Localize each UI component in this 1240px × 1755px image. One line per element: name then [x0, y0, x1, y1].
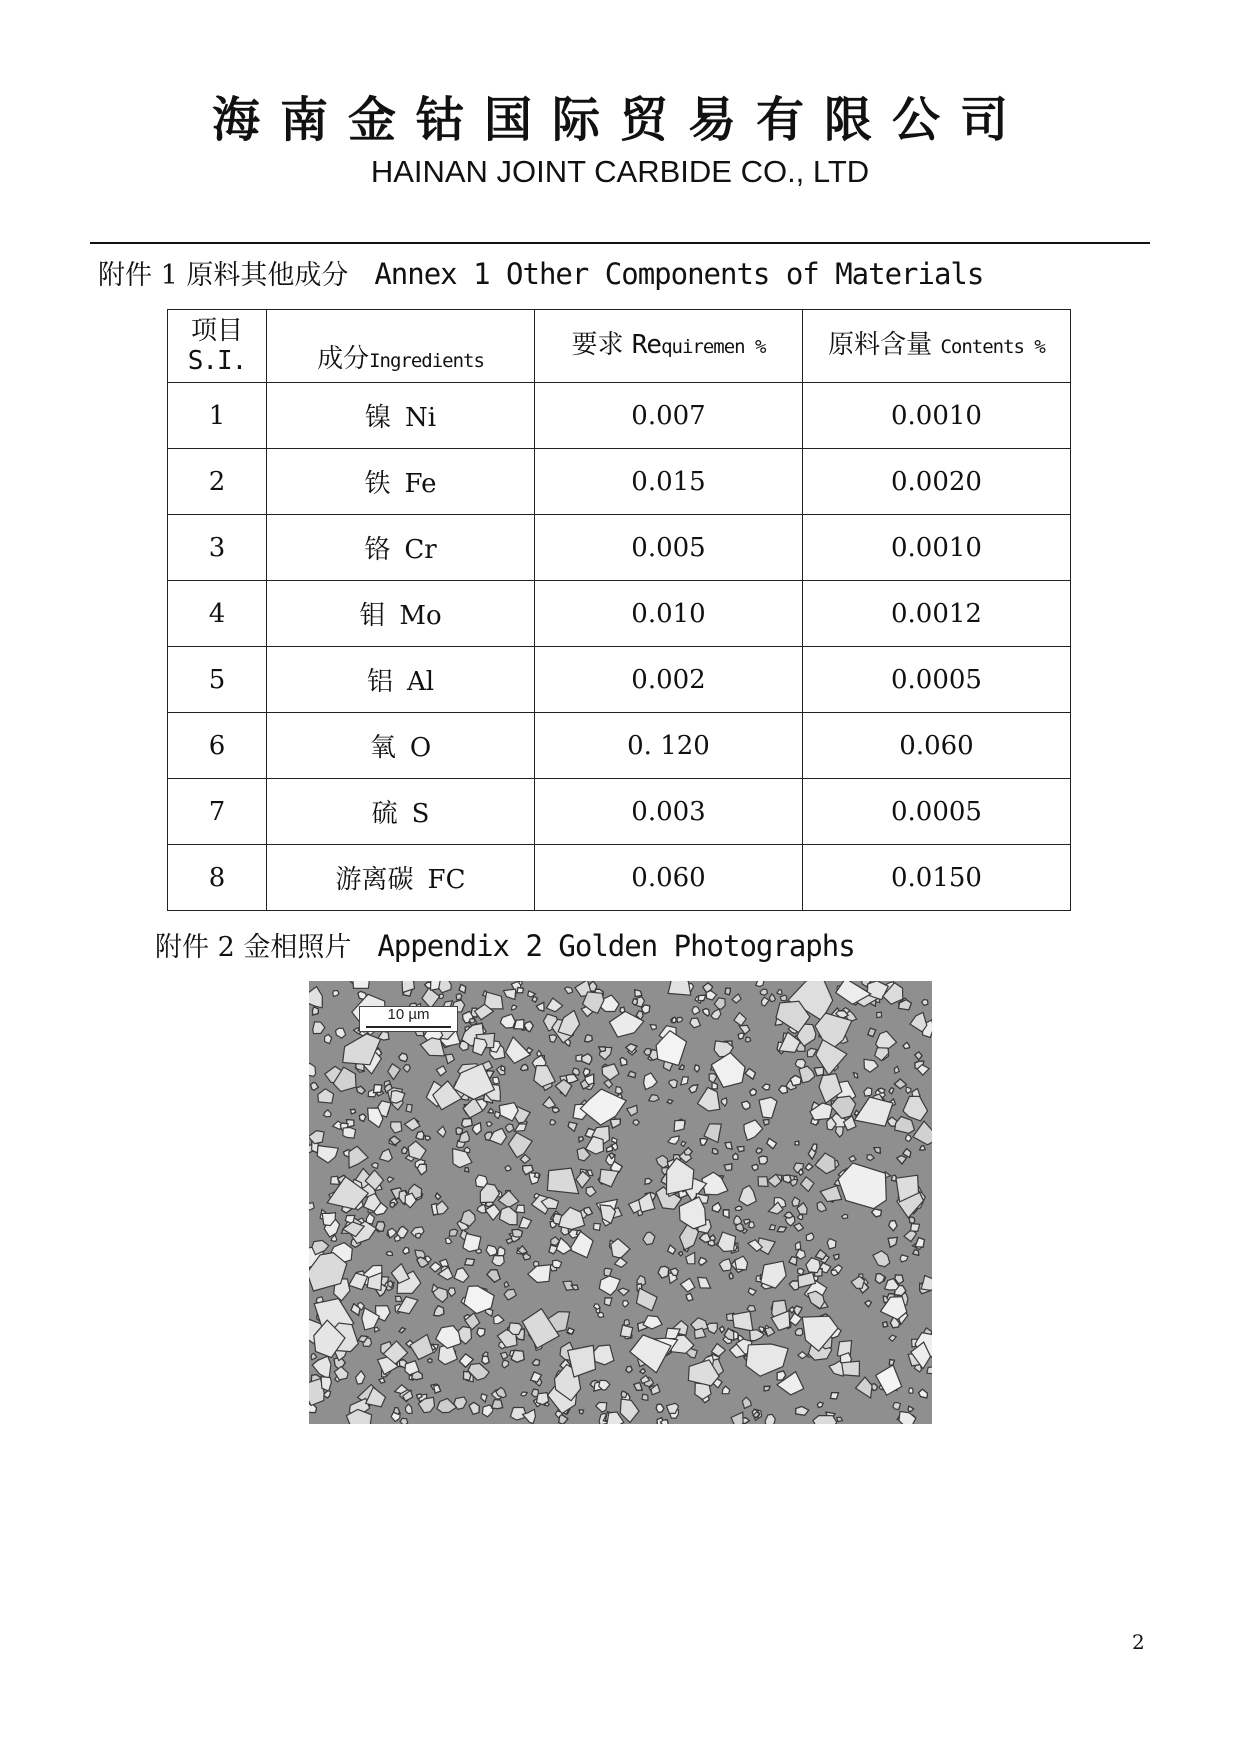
cell-ingredient	[267, 581, 535, 647]
cell-requirement: 0.007	[535, 383, 803, 449]
table-row	[168, 647, 1071, 713]
company-name-cn: 海南金钴国际贸易有限公司	[211, 92, 1028, 148]
scale-bar-line	[366, 1026, 451, 1028]
header-requirement-cn: 要求	[571, 330, 624, 360]
cell-contents: 0.0020	[803, 449, 1071, 515]
annex1-heading	[98, 256, 983, 294]
ingredient-symbol: O	[409, 733, 432, 763]
table-row	[168, 449, 1071, 515]
table-row	[168, 713, 1071, 779]
ingredient-symbol: S	[411, 799, 430, 829]
ingredient-symbol: FC	[427, 865, 466, 895]
cell-contents: 0.0005	[803, 779, 1071, 845]
cell-ingredient	[267, 779, 535, 845]
annex1-title-en: Annex 1 Other Components of Materials	[374, 257, 984, 291]
cell-ingredient	[267, 713, 535, 779]
page-number: 2	[1132, 1630, 1145, 1654]
header-ingredient-en: Ingredients	[369, 350, 484, 372]
cell-requirement: 0.002	[535, 647, 803, 713]
ingredient-cn: 铝	[366, 667, 393, 697]
components-table	[167, 309, 1071, 911]
cell-contents: 0.0005	[803, 647, 1071, 713]
cell-no: 1	[168, 383, 267, 449]
table-row	[168, 515, 1071, 581]
header-requirement	[535, 310, 803, 383]
cell-ingredient	[267, 647, 535, 713]
cell-requirement: 0.060	[535, 845, 803, 911]
ingredient-symbol: Cr	[404, 535, 437, 565]
cell-requirement: 0.005	[535, 515, 803, 581]
cell-no: 7	[168, 779, 267, 845]
cell-ingredient	[267, 383, 535, 449]
cell-no: 2	[168, 449, 267, 515]
microstructure-image	[309, 981, 932, 1424]
cell-requirement: 0. 120	[535, 713, 803, 779]
header-no	[168, 310, 267, 383]
cell-contents: 0.0010	[803, 515, 1071, 581]
header-contents-en: Contents %	[940, 336, 1045, 358]
ingredient-cn: 氧	[369, 733, 396, 763]
ingredient-symbol: Al	[406, 667, 435, 697]
metallographic-photo	[309, 981, 932, 1424]
cell-no: 6	[168, 713, 267, 779]
table-row	[168, 383, 1071, 449]
table-row	[168, 845, 1071, 911]
ingredient-symbol: Mo	[399, 601, 442, 631]
header-ingredient-cn: 成分	[317, 344, 370, 374]
cell-contents: 0.060	[803, 713, 1071, 779]
cell-requirement: 0.003	[535, 779, 803, 845]
ingredient-cn: 游离碳	[335, 865, 414, 895]
cell-no: 4	[168, 581, 267, 647]
cell-requirement: 0.010	[535, 581, 803, 647]
header-contents-cn: 原料含量	[828, 330, 933, 360]
ingredient-cn: 铬	[364, 535, 391, 565]
table-row	[168, 581, 1071, 647]
header-no-en: S.I.	[187, 346, 247, 376]
cell-contents: 0.0012	[803, 581, 1071, 647]
cell-ingredient	[267, 845, 535, 911]
ingredient-symbol: Fe	[404, 469, 437, 499]
header-requirement-en-big: Re	[631, 330, 662, 360]
table-body	[168, 383, 1071, 911]
header-divider	[90, 242, 1150, 244]
cell-no: 8	[168, 845, 267, 911]
cell-no: 5	[168, 647, 267, 713]
cell-ingredient	[267, 449, 535, 515]
ingredient-symbol: Ni	[404, 403, 437, 433]
appendix2-title-cn: 附件 2 金相照片	[155, 932, 352, 963]
table-header-row	[168, 310, 1071, 383]
ingredient-cn: 钼	[359, 601, 386, 631]
cell-requirement: 0.015	[535, 449, 803, 515]
appendix2-title-en: Appendix 2 Golden Photographs	[377, 929, 855, 963]
ingredient-cn: 镍	[364, 403, 391, 433]
scale-bar	[359, 1006, 458, 1032]
header-requirement-en: quiremen %	[661, 336, 766, 358]
company-name-en: HAINAN JOINT CARBIDE CO., LTD	[370, 154, 870, 189]
cell-contents: 0.0010	[803, 383, 1071, 449]
ingredient-cn: 硫	[371, 799, 398, 829]
cell-no: 3	[168, 515, 267, 581]
annex1-title-cn: 附件 1 原料其他成分	[98, 260, 349, 291]
header-ingredient	[267, 310, 535, 383]
ingredient-cn: 铁	[364, 469, 391, 499]
table-row	[168, 779, 1071, 845]
header-contents	[803, 310, 1071, 383]
cell-contents: 0.0150	[803, 845, 1071, 911]
scale-bar-label: 10 µm	[387, 1006, 430, 1023]
header-no-cn: 项目	[190, 316, 243, 346]
cell-ingredient	[267, 515, 535, 581]
appendix2-heading	[155, 928, 855, 966]
